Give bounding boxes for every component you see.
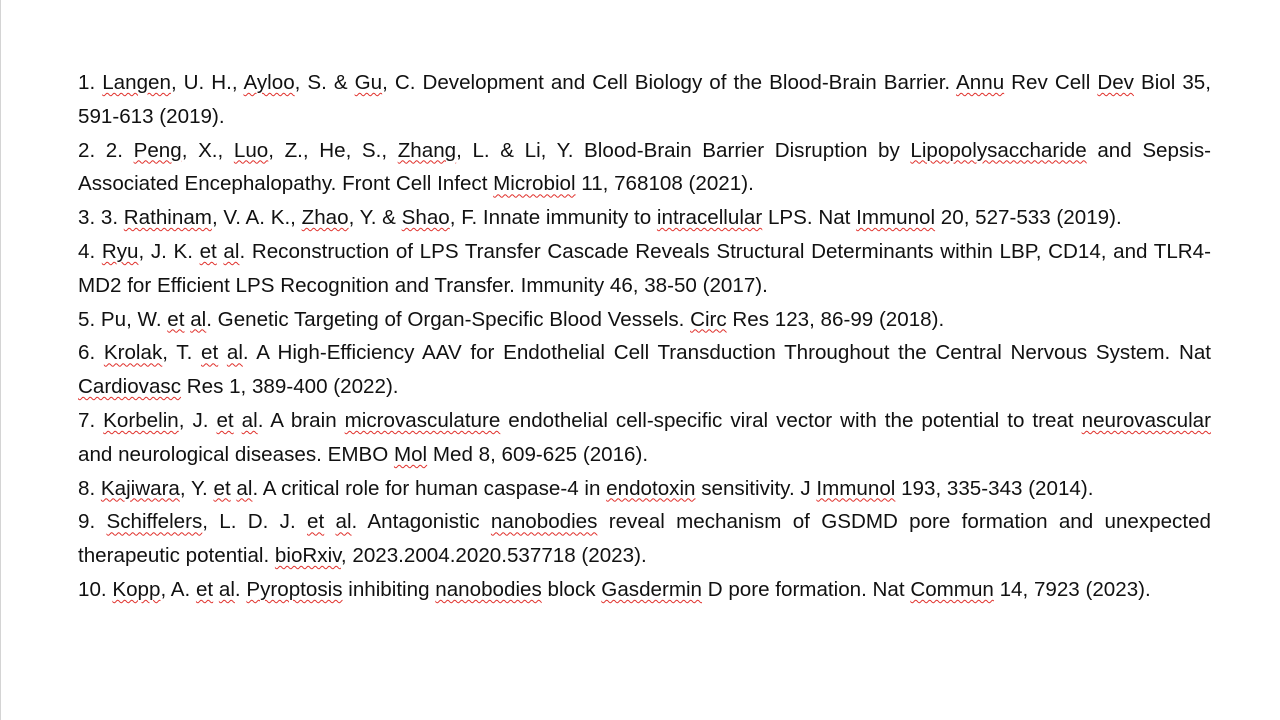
reference-text: . <box>234 577 247 601</box>
spellcheck-flagged-word: Cardiovasc <box>78 375 182 399</box>
reference-text: 6. <box>78 341 104 365</box>
spellcheck-flagged-word: Kajiwara <box>100 476 180 500</box>
page-left-edge <box>0 0 1 720</box>
spellcheck-flagged-word: et <box>199 239 217 263</box>
reference-text: 7. <box>78 408 104 432</box>
reference-8[interactable] <box>78 472 1211 506</box>
spellcheck-flagged-word: microvasculature <box>344 408 501 432</box>
reference-1[interactable] <box>78 66 1211 134</box>
spellcheck-flagged-word: Gasdermin <box>601 577 703 601</box>
reference-text: Res 123, 86-99 (2018). <box>726 307 945 331</box>
reference-text: , A. <box>160 577 196 601</box>
reference-text: D pore formation. Nat <box>702 577 911 601</box>
reference-text: . A brain <box>257 408 345 432</box>
spellcheck-flagged-word: Immunol <box>816 476 896 500</box>
reference-text: LPS. Nat <box>762 206 857 230</box>
reference-text: Biol 35, 591-613 (2019). <box>78 71 1211 128</box>
reference-text: 5. Pu, W. <box>78 307 168 331</box>
reference-7[interactable] <box>78 404 1211 472</box>
spellcheck-flagged-word: Schiffelers <box>106 510 203 534</box>
reference-3[interactable] <box>78 201 1211 235</box>
reference-text: 3. 3. <box>78 206 124 230</box>
reference-text: . A critical role for human caspase-4 in <box>252 476 607 500</box>
reference-text: , 2023.2004.2020.537718 (2023). <box>340 544 647 568</box>
reference-text: . Genetic Targeting of Organ-Specific Blood Vessels. <box>206 307 691 331</box>
spellcheck-flagged-word: Luo <box>233 138 269 162</box>
spellcheck-flagged-word: Zhang <box>397 138 457 162</box>
spellcheck-flagged-word: et <box>195 577 214 601</box>
reference-text: . Antagonistic <box>351 510 491 534</box>
spellcheck-flagged-word: nanobodies <box>490 510 598 534</box>
reference-text: , C. Development and Cell Biology of the Blood-Brain Barrier. <box>382 71 957 94</box>
reference-list <box>78 66 1211 607</box>
reference-text: 8. <box>78 476 101 500</box>
reference-text: , L. & Li, Y. Blood-Brain Barrier Disruption by <box>456 138 911 162</box>
reference-text: 11, 768108 (2021). <box>575 172 754 196</box>
reference-text: , V. A. K., <box>211 206 302 230</box>
reference-text: , J. K. <box>138 239 200 263</box>
reference-text: 20, 527-533 (2019). <box>935 206 1122 230</box>
spellcheck-flagged-word: nanobodies <box>435 577 542 601</box>
spellcheck-flagged-word: Ryu <box>101 239 139 263</box>
spellcheck-flagged-word: et <box>167 307 185 331</box>
spellcheck-flagged-word: Gu <box>354 71 383 94</box>
reference-text: Res 1, 389-400 (2022). <box>181 375 399 399</box>
spellcheck-flagged-word: Ayloo <box>243 71 295 94</box>
spellcheck-flagged-word: neurovascular <box>1081 408 1211 432</box>
spellcheck-flagged-word: Microbiol <box>493 172 576 196</box>
reference-text: 4. <box>78 239 102 263</box>
spellcheck-flagged-word: Annu <box>956 71 1005 94</box>
reference-text: 9. <box>78 510 107 534</box>
reference-text <box>218 341 227 364</box>
reference-text: , T. <box>162 341 201 365</box>
spellcheck-flagged-word: Dev <box>1097 71 1134 94</box>
reference-text <box>324 510 335 533</box>
reference-text: Rev Cell <box>1004 71 1098 94</box>
reference-6[interactable] <box>78 336 1211 404</box>
reference-9[interactable] <box>78 505 1211 573</box>
reference-text: 2. 2. <box>78 138 134 162</box>
reference-text: Med 8, 609-625 (2016). <box>427 442 649 466</box>
reference-text: inhibiting <box>342 577 436 601</box>
spellcheck-flagged-word: Krolak <box>103 341 163 365</box>
spellcheck-flagged-word: Immunol <box>856 206 936 230</box>
spellcheck-flagged-word: et <box>307 510 325 534</box>
reference-text: , Y. & <box>348 206 402 230</box>
spellcheck-flagged-word: al <box>236 476 253 500</box>
spellcheck-flagged-word: Zhao <box>301 206 349 230</box>
reference-text: 14, 7923 (2023). <box>993 577 1151 601</box>
spellcheck-flagged-word: al <box>226 341 243 365</box>
reference-text: . Reconstruction of LPS Transfer Cascade Reveals Structural Determinants within LBP, CD14, and TLR4-MD2 for Efficient LPS Recognition and Transfer. Immunity 46, 38-50 (2017). <box>78 239 1211 297</box>
spellcheck-flagged-word: al <box>241 408 258 432</box>
reference-text: , Y. <box>179 476 214 500</box>
spellcheck-flagged-word: Commun <box>910 577 994 601</box>
spellcheck-flagged-word: Shao <box>401 206 450 230</box>
reference-5[interactable] <box>78 303 1211 337</box>
spellcheck-flagged-word: al <box>335 510 352 534</box>
spellcheck-flagged-word: Peng <box>133 138 182 162</box>
spellcheck-flagged-word: al <box>190 307 207 331</box>
spellcheck-flagged-word: endotoxin <box>606 476 696 500</box>
spellcheck-flagged-word: Circ <box>690 307 727 331</box>
reference-text: and Sepsis-Associated Encephalopathy. Front Cell Infect <box>78 138 1211 196</box>
reference-text: 1. <box>78 71 103 94</box>
reference-text: endothelial cell-specific viral vector with the potential to treat <box>500 408 1082 432</box>
spellcheck-flagged-word: et <box>213 476 231 500</box>
spellcheck-flagged-word: Mol <box>393 442 428 466</box>
reference-text: 10. <box>78 577 113 601</box>
reference-text: , F. Innate immunity to <box>449 206 657 230</box>
reference-text: , J. <box>178 408 217 432</box>
spellcheck-flagged-word: et <box>201 341 219 365</box>
reference-text <box>234 409 242 432</box>
reference-2[interactable] <box>78 134 1211 202</box>
reference-text: , Z., He, S., <box>268 138 398 162</box>
spellcheck-flagged-word: Korbelin <box>103 408 179 432</box>
reference-text: , U. H., <box>170 71 244 94</box>
spellcheck-flagged-word: bioRxiv <box>274 544 341 568</box>
spellcheck-flagged-word: Lipopolysaccharide <box>910 138 1087 162</box>
spellcheck-flagged-word: al <box>223 239 240 263</box>
spellcheck-flagged-word: intracellular <box>656 206 763 230</box>
spellcheck-flagged-word: Pyroptosis <box>246 577 343 601</box>
reference-text: 193, 335-343 (2014). <box>895 476 1094 500</box>
reference-text: , L. D. J. <box>202 510 307 534</box>
reference-10[interactable] <box>78 573 1211 607</box>
reference-text: and neurological diseases. EMBO <box>78 442 394 466</box>
spellcheck-flagged-word: Rathinam <box>123 206 212 230</box>
spellcheck-flagged-word: al <box>218 577 235 601</box>
spellcheck-flagged-word: Kopp <box>112 577 161 601</box>
reference-text: . A High-Efficiency AAV for Endothelial Cell Transduction Throughout the Central Nervous System. Nat <box>242 341 1211 365</box>
spellcheck-flagged-word: et <box>216 408 234 432</box>
reference-text: block <box>541 577 602 601</box>
reference-text: reveal mechanism of GSDMD pore formation and unexpected therapeutic potential. <box>78 510 1211 568</box>
reference-4[interactable] <box>78 235 1211 303</box>
reference-text: , S. & <box>294 71 355 94</box>
reference-text: , X., <box>181 138 234 162</box>
reference-text: sensitivity. J <box>695 476 817 500</box>
spellcheck-flagged-word: Langen <box>102 71 171 94</box>
